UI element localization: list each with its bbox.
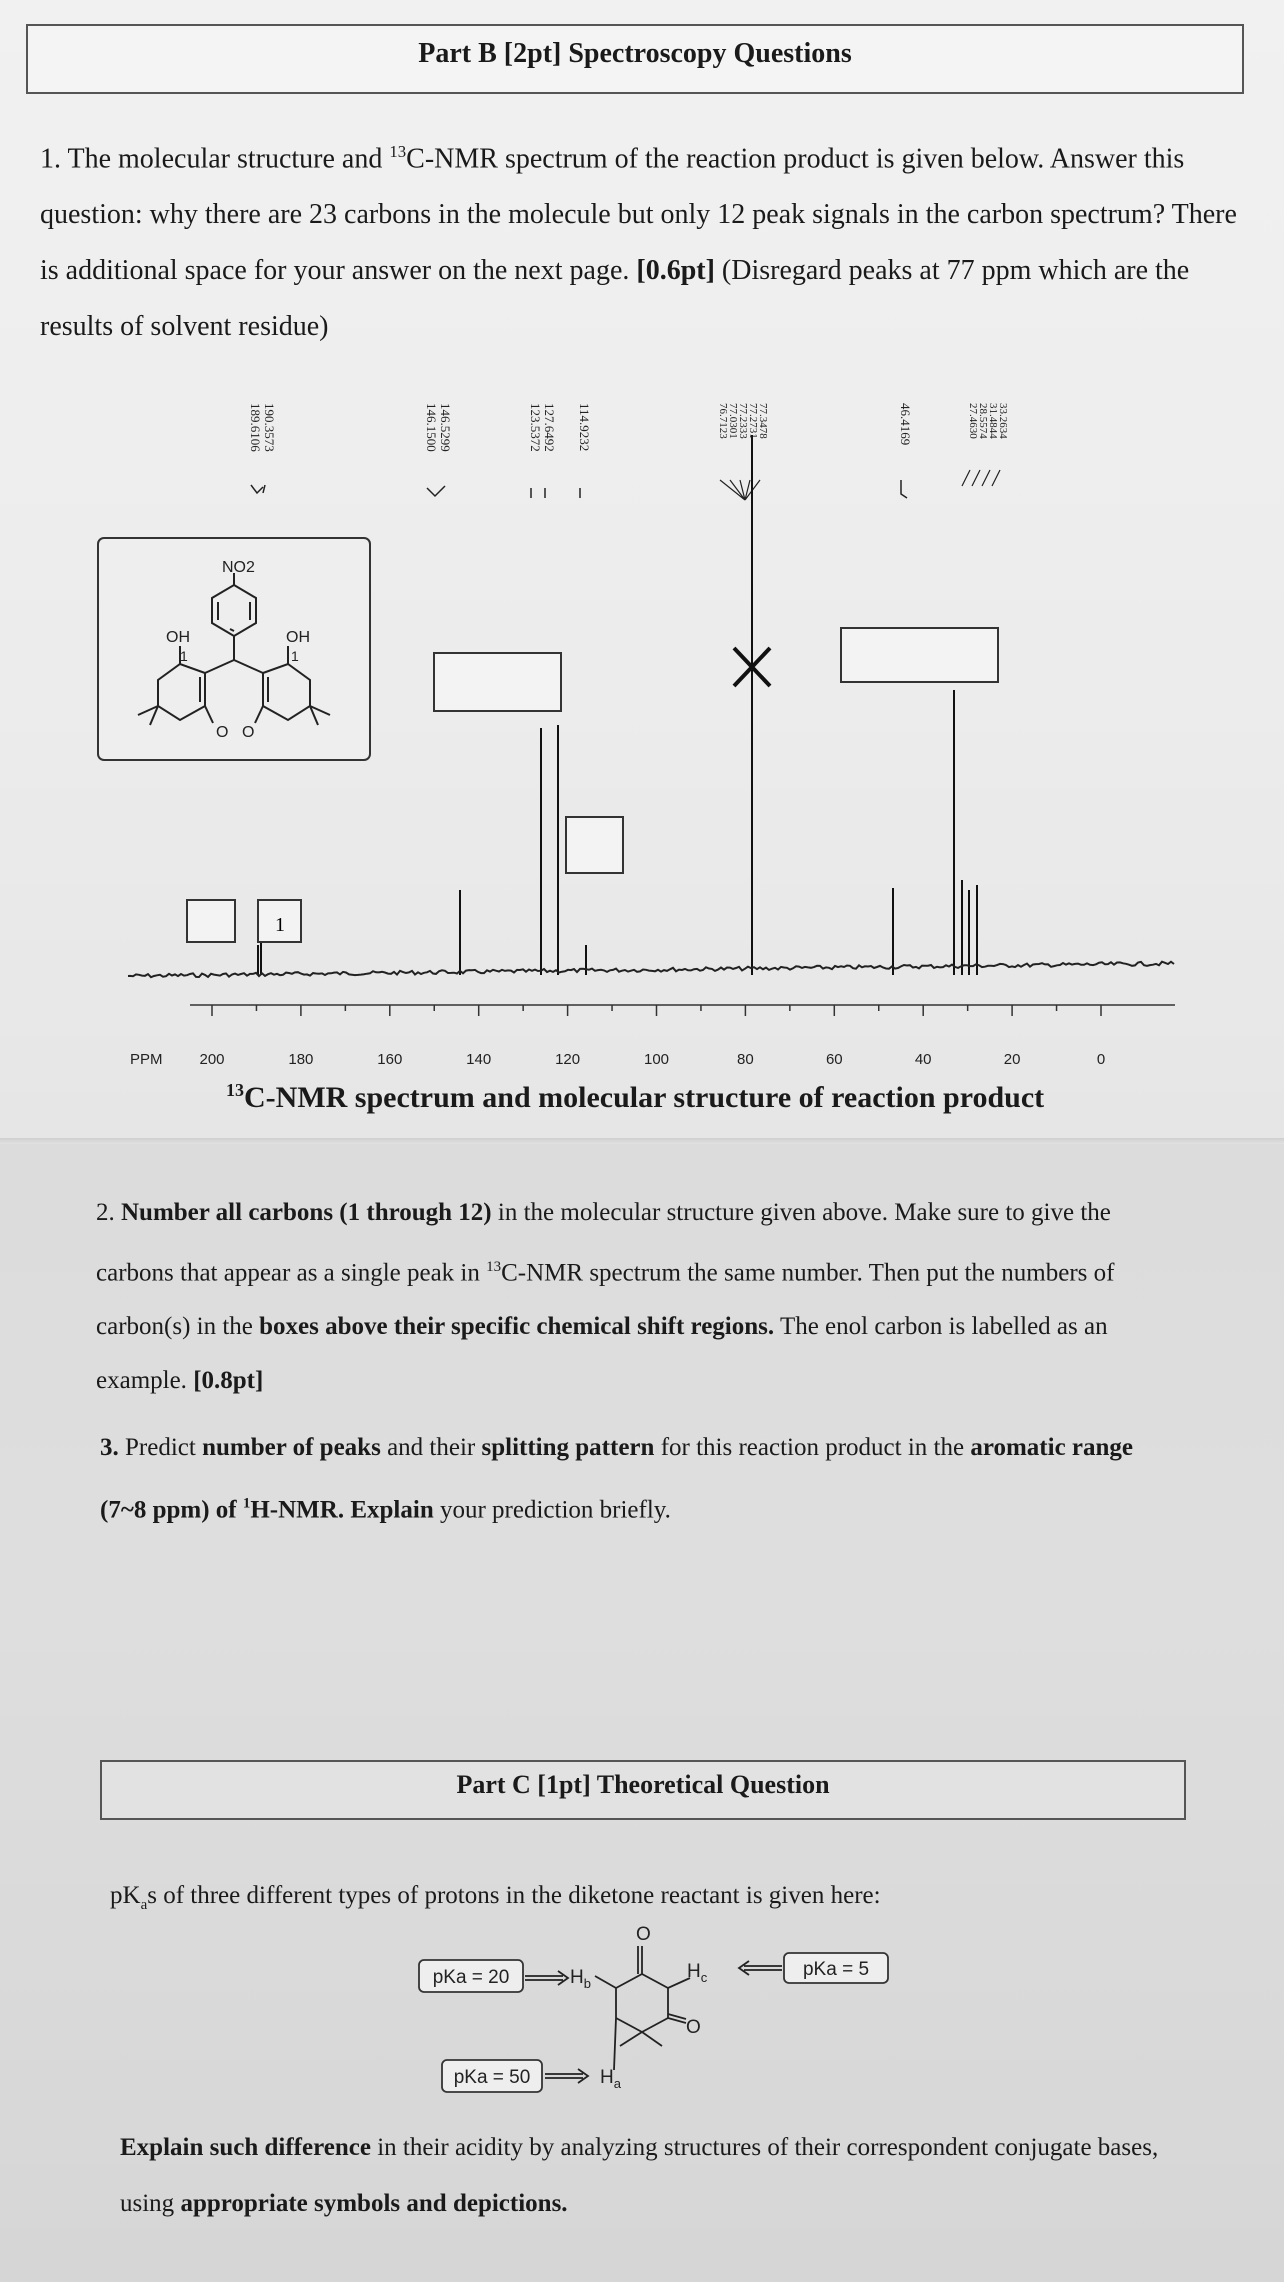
q2-isotope: 13 <box>486 1259 502 1275</box>
peak-label: 77.2731 <box>747 403 759 439</box>
no2-label: NO2 <box>222 559 255 576</box>
answer-box-120[interactable] <box>566 817 623 873</box>
peak-label: 189.6106 <box>248 403 263 452</box>
x-axis-ticks <box>212 1005 1101 1016</box>
q1-number: 1. <box>40 143 61 175</box>
peak-labels-g6 <box>717 403 769 500</box>
x-tick-label: 0 <box>1096 1051 1106 1068</box>
peak-label: 28.5574 <box>977 403 989 439</box>
q2-text-1: in the molecular structure given above. Make sure to give the carbons that appear as a single peak in <box>96 1199 1111 1287</box>
pka-intro-sub: a <box>140 1897 148 1913</box>
answer-box-146[interactable] <box>434 653 561 711</box>
q3-bold-4: H-NMR. <box>250 1496 345 1524</box>
x-tick-label: 40 <box>914 1051 932 1068</box>
peak-label: 146.1500 <box>424 403 439 452</box>
spectrum-baseline <box>128 962 1174 978</box>
peak-label: 77.3478 <box>757 403 769 439</box>
part-c-title: Part C [1pt] Theoretical Question <box>100 1760 1186 1820</box>
caption-text: C-NMR spectrum and molecular structure of reaction product <box>244 1081 1045 1114</box>
carbon-1-left: 1 <box>180 648 188 664</box>
ppm-label: PPM <box>130 1051 163 1068</box>
o-bottom-label: O <box>686 2017 701 2038</box>
q1-text-1: The molecular structure and <box>67 143 390 175</box>
x-tick-label: 200 <box>199 1051 225 1068</box>
explain-instruction <box>120 2120 1180 2232</box>
answer-box-40-20[interactable] <box>841 628 998 682</box>
pka-c-value: pKa = 5 <box>802 1959 870 1980</box>
q1-isotope: 13 <box>389 142 407 161</box>
pka-b-value: pKa = 20 <box>432 1967 510 1988</box>
q3-bold-1: number of peaks <box>202 1434 381 1461</box>
arrow-a <box>545 2069 588 2083</box>
page-seam <box>0 1138 1284 1144</box>
h-c-label: $H_c$ <box>687 1961 708 1985</box>
peak-label: 77.2333 <box>737 403 749 439</box>
h-b-label: $H_b$ <box>570 1967 591 1991</box>
peak-label: 190.3573 <box>262 403 277 452</box>
part-b-title: Part B [2pt] Spectroscopy Questions <box>26 24 1244 94</box>
q2-number: 2. <box>96 1199 115 1226</box>
peak-label: 27.4630 <box>967 403 979 439</box>
x-tick-label: 80 <box>737 1051 754 1068</box>
q3-bold-5: Explain <box>350 1496 434 1524</box>
peak-labels-g7 <box>898 403 913 498</box>
peak-labels-g5 <box>577 403 592 498</box>
oh-right-label: OH <box>286 629 310 646</box>
carbon-1-right: 1 <box>291 648 299 664</box>
spectrum-caption <box>226 1080 1044 1115</box>
pka-diagram <box>400 1920 920 2110</box>
q2-text-2: C-NMR spectrum the same number. Then put the numbers of carbon(s) in the <box>96 1259 1115 1341</box>
diketone-structure <box>525 1946 782 2083</box>
q3-bold-2: splitting pattern <box>481 1434 655 1461</box>
peak-label: 46.4169 <box>898 403 913 446</box>
q3-isotope: 1 <box>242 1496 251 1512</box>
arrow-b <box>525 1971 568 1985</box>
arrow-c <box>739 1961 782 1975</box>
q1-points: [0.6pt] <box>636 255 715 287</box>
pka-intro-1: pK <box>110 1882 141 1909</box>
x-tick-label: 120 <box>555 1051 581 1068</box>
q1-text-2: C-NMR spectrum of the reaction product is given below. Answer this question: why there are 23 carbons in the molecule but only 12 peak signals in the carbon spectrum? There is additional space for your answer on the next page. <box>40 143 1237 287</box>
o-left-label: O <box>216 724 229 741</box>
c13-nmr-spectrum <box>0 380 1284 1070</box>
peak-label: 31.4844 <box>987 403 999 439</box>
q1-text-3: (Disregard peaks at 77 ppm which are the results of solvent residue) <box>40 255 1190 343</box>
peak-label: 33.2634 <box>997 403 1009 439</box>
caption-isotope: 13 <box>226 1080 244 1100</box>
x-tick-label: 100 <box>643 1051 670 1068</box>
q3-text-2: and their <box>380 1434 482 1461</box>
o-top-label: O <box>636 1924 651 1945</box>
q2-bold-2: boxes above their specific chemical shift regions. <box>259 1313 775 1341</box>
peak-labels-g4 <box>542 403 557 498</box>
answer-box-190[interactable] <box>187 900 235 942</box>
h-a-label: $H_a$ <box>600 2067 621 2091</box>
pka-intro-2: s of three different types of protons in the diketone reactant is given here: <box>147 1882 881 1909</box>
x-tick-label: 60 <box>825 1051 843 1068</box>
peak-labels-g3 <box>528 403 543 498</box>
x-tick-label: 180 <box>288 1051 314 1068</box>
q2-bold-1: Number all carbons (1 through 12) <box>121 1199 492 1226</box>
explain-bold-2: appropriate symbols and depictions. <box>180 2190 568 2217</box>
pka-a-value: pKa = 50 <box>453 2067 531 2088</box>
peak-labels-g1 <box>248 403 277 493</box>
peak-labels-g8 <box>962 403 1009 486</box>
x-tick-label: 160 <box>377 1051 403 1068</box>
q3-number: 3. <box>100 1434 119 1461</box>
q3-bold-3: aromatic range (7~8 ppm) of <box>100 1434 1134 1524</box>
q2-text-3: The enol carbon is labelled as an example. <box>96 1313 1108 1395</box>
question-1 <box>40 124 1250 355</box>
peak-label: 123.5372 <box>528 403 543 452</box>
peak-labels-g2 <box>424 403 453 496</box>
x-tick-label: 140 <box>466 1051 492 1068</box>
q3-text-3: for this reaction product in the <box>654 1434 971 1461</box>
q2-points: [0.8pt] <box>193 1367 264 1395</box>
explain-bold-1: Explain such difference <box>120 2134 371 2161</box>
peak-label: 114.9232 <box>577 403 592 452</box>
enol-box-label: 1 <box>275 914 285 936</box>
explain-text-1: in their acidity by analyzing structures of their correspondent conjugate bases, using <box>120 2134 1159 2217</box>
x-axis-tick-labels <box>199 1051 1105 1068</box>
oh-left-label: OH <box>166 629 190 646</box>
peak-label: 127.6492 <box>542 403 557 452</box>
q3-text-5: your prediction briefly. <box>433 1496 671 1524</box>
x-tick-label: 20 <box>1003 1051 1021 1068</box>
o-right-label: O <box>242 724 255 741</box>
q3-text-1: Predict <box>125 1434 203 1461</box>
peak-label: 146.5299 <box>438 403 453 452</box>
question-2 <box>96 1186 1186 1408</box>
question-3 <box>100 1420 1180 1538</box>
peak-label: 76.7123 <box>717 403 729 439</box>
peak-label: 77.0301 <box>727 403 739 439</box>
